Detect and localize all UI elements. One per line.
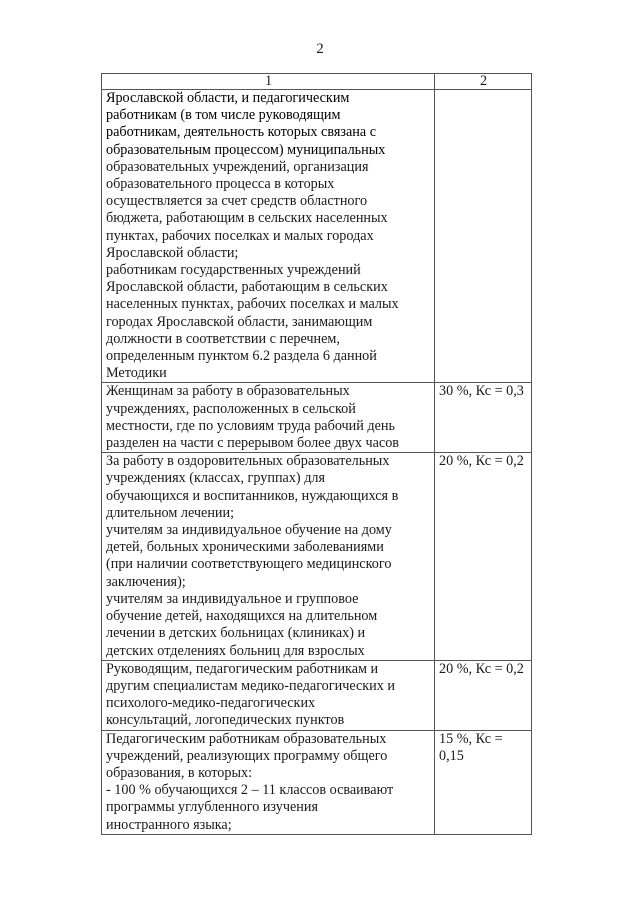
description-line: Ярославской области, работающим в сельских (106, 279, 388, 296)
table-row (102, 453, 532, 660)
description-line: должности в соответствии с перечнем, (106, 330, 340, 347)
allowance-table (101, 73, 532, 835)
row-allowance-value (435, 90, 532, 383)
description-line: Методики (106, 365, 167, 382)
table-header-row (102, 74, 532, 90)
description-line: учреждений, реализующих программу общего (106, 747, 388, 764)
description-line: Ярославской области, и педагогическим (106, 90, 350, 106)
description-line: образовательным процессом) муниципальных (106, 141, 386, 158)
column-header-1: 1 (102, 74, 435, 90)
description-line: Педагогическим работникам образовательных (106, 730, 387, 747)
description-line: иностранного языка; (106, 816, 232, 833)
description-line: образования, в которых: (106, 764, 253, 781)
description-line: Ярославской области; (106, 244, 239, 261)
row-allowance-value: 20 %, Кс = 0,2 (435, 453, 532, 660)
description-line: учреждениях (классах, группах) для (106, 470, 326, 487)
column-header-2: 2 (435, 74, 532, 90)
description-line: другим специалистам медико-педагогических и (106, 677, 395, 694)
description-line: лечении в детских больницах (клиниках) и (106, 625, 366, 642)
description-line: Руководящим, педагогическим работникам и (106, 660, 379, 677)
description-line: Женщинам за работу в образовательных (106, 383, 350, 400)
description-line: населенных пунктах, рабочих поселках и малых (106, 296, 399, 313)
table-row (102, 90, 532, 383)
description-line: пунктах, рабочих поселках и малых городах (106, 227, 374, 244)
description-line: длительном лечении; (106, 504, 235, 521)
description-line: обучающихся и воспитанников, нуждающихся в (106, 487, 399, 504)
description-line: городах Ярославской области, занимающим (106, 313, 373, 330)
row-description (102, 90, 435, 383)
description-line: бюджета, работающим в сельских населенных (106, 210, 388, 227)
description-line: детей, больных хроническими заболеваниями (106, 539, 384, 556)
row-description (102, 383, 435, 453)
description-line: За работу в оздоровительных образовательных (106, 453, 390, 470)
description-line: работникам (в том числе руководящим (106, 107, 341, 124)
table-body (102, 90, 532, 835)
row-allowance-value: 20 %, Кс = 0,2 (435, 660, 532, 730)
row-allowance-value: 30 %, Кс = 0,3 (435, 383, 532, 453)
row-description (102, 730, 435, 834)
table-row (102, 730, 532, 834)
description-line: учреждениях, расположенных в сельской (106, 400, 356, 417)
description-line: детских отделениях больниц для взрослых (106, 642, 365, 659)
description-line: местности, где по условиям труда рабочий день (106, 417, 395, 434)
description-line: работникам, деятельность которых связана с (106, 124, 377, 141)
description-line: работникам государственных учреждений (106, 262, 361, 279)
description-line: психолого-медико-педагогических (106, 695, 316, 712)
description-line: осуществляется за счет средств областного (106, 193, 368, 210)
description-line: определенным пунктом 6.2 раздела 6 данной (106, 348, 377, 365)
description-line: учителям за индивидуальное обучение на дому (106, 522, 392, 539)
description-line: программы углубленного изучения (106, 799, 318, 816)
description-line: разделен на части с перерывом более двух часов (106, 435, 400, 452)
row-description (102, 660, 435, 730)
description-line: учителям за индивидуальное и групповое (106, 590, 359, 607)
description-line: консультаций, логопедических пунктов (106, 712, 345, 729)
table-row (102, 660, 532, 730)
description-line: заключения); (106, 573, 186, 590)
row-description (102, 453, 435, 660)
description-line: обучение детей, находящихся на длительном (106, 608, 378, 625)
table-row (102, 383, 532, 453)
description-line: (при наличии соответствующего медицинского (106, 556, 392, 573)
description-line: образовательных учреждений, организация (106, 158, 369, 175)
description-line: образовательного процесса в которых (106, 176, 335, 193)
page-number: 2 (316, 41, 324, 57)
row-allowance-value: 15 %, Кс = 0,15 (435, 730, 532, 834)
description-line: - 100 % обучающихся 2 – 11 классов осваивают (106, 782, 394, 799)
